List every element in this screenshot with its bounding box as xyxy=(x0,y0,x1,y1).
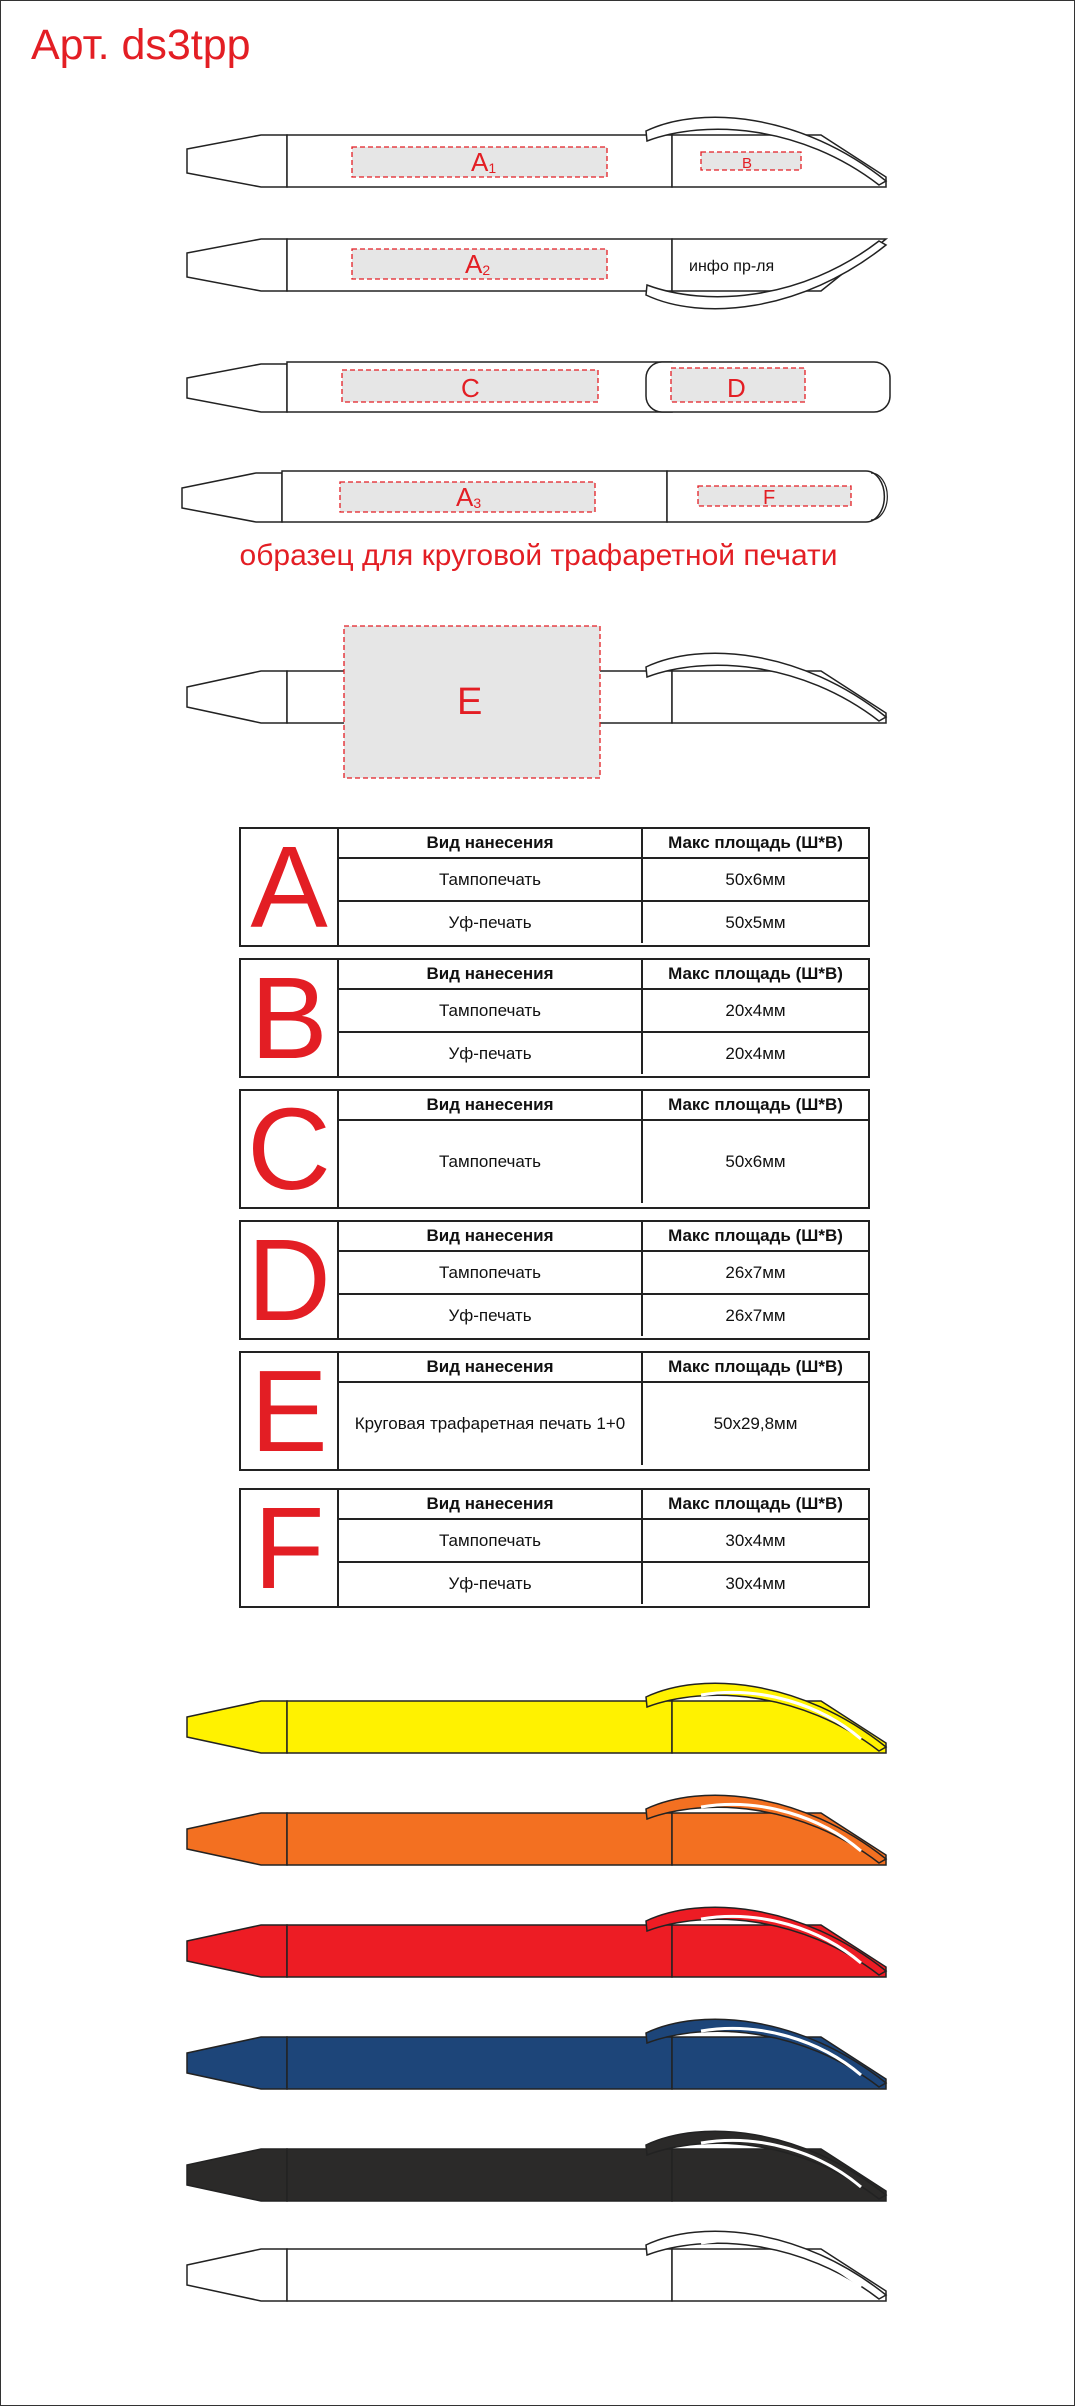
zone-label-f: F xyxy=(763,487,776,509)
cell-max-area: 50х29,8мм xyxy=(713,1414,798,1433)
table-row xyxy=(339,1520,868,1561)
table-row xyxy=(339,1121,868,1203)
pen-side-view xyxy=(187,362,890,412)
table-zone-letter: C xyxy=(241,1091,339,1207)
table-row xyxy=(339,990,868,1031)
header-max-area: Макс площадь (Ш*В) xyxy=(668,1095,843,1114)
table-header-row xyxy=(339,1353,868,1383)
table-header-row xyxy=(339,1222,868,1252)
print-table-c xyxy=(239,1084,870,1214)
pen-color-variant xyxy=(187,2019,886,2089)
pen-top-view-2 xyxy=(187,239,886,309)
zone-label-a1: A1 xyxy=(471,147,497,177)
pen-color-variant xyxy=(187,1795,886,1865)
table-row xyxy=(339,1031,868,1074)
cell-method: Тампопечать xyxy=(339,1121,643,1203)
table-row xyxy=(339,1383,868,1465)
circular-print-caption: образец для круговой трафаретной печати xyxy=(239,539,838,572)
table-zone-letter: A xyxy=(241,829,339,945)
cell-method: Уф-печать xyxy=(339,902,643,943)
zone-label-c: C xyxy=(461,373,480,403)
print-table-b xyxy=(239,953,870,1083)
pen-bottom-view xyxy=(182,471,887,522)
table-zone-letter: F xyxy=(241,1490,339,1606)
cell-max-area: 50х6мм xyxy=(725,1152,786,1171)
table-row xyxy=(339,1293,868,1336)
print-table-a xyxy=(239,822,870,952)
pen-circular-print-view xyxy=(187,626,886,778)
cell-method: Уф-печать xyxy=(339,1033,643,1074)
article-title: Арт. ds3tpp xyxy=(31,21,251,69)
header-max-area: Макс площадь (Ш*В) xyxy=(668,1357,843,1376)
header-max-area: Макс площадь (Ш*В) xyxy=(668,833,843,852)
cell-max-area: 30х4мм xyxy=(725,1573,786,1593)
pen-color-variant xyxy=(187,1683,886,1753)
print-table-d xyxy=(239,1215,870,1345)
pen-top-view-1 xyxy=(187,117,886,187)
print-table-e xyxy=(239,1346,870,1476)
cell-max-area: 30х4мм xyxy=(725,1530,786,1550)
cell-method: Тампопечать xyxy=(339,859,643,900)
cell-method: Тампопечать xyxy=(339,990,643,1031)
cell-max-area: 26х7мм xyxy=(725,1262,786,1282)
cell-method: Круговая трафаретная печать 1+0 xyxy=(339,1383,643,1465)
cell-method: Уф-печать xyxy=(339,1563,643,1604)
table-header-row xyxy=(339,1091,868,1121)
print-table-f xyxy=(239,1483,870,1613)
header-method: Вид нанесения xyxy=(339,960,643,988)
table-header-row xyxy=(339,1490,868,1520)
cell-max-area: 26х7мм xyxy=(725,1305,786,1325)
table-row xyxy=(339,1252,868,1293)
zone-label-b: B xyxy=(742,155,753,172)
header-method: Вид нанесения xyxy=(339,1490,643,1518)
zone-label-a2: A2 xyxy=(465,249,491,279)
header-max-area: Макс площадь (Ш*В) xyxy=(668,964,843,983)
header-method: Вид нанесения xyxy=(339,1091,643,1119)
cell-max-area: 50х6мм xyxy=(725,869,786,889)
zone-label-a3: A3 xyxy=(456,482,482,512)
zone-label-info: инфо пр-ля xyxy=(689,258,775,275)
header-method: Вид нанесения xyxy=(339,829,643,857)
cell-method: Тампопечать xyxy=(339,1252,643,1293)
table-row xyxy=(339,859,868,900)
cell-max-area: 50х5мм xyxy=(725,912,786,932)
header-method: Вид нанесения xyxy=(339,1353,643,1381)
table-header-row xyxy=(339,829,868,859)
table-row xyxy=(339,900,868,943)
table-row xyxy=(339,1561,868,1604)
cell-max-area: 20х4мм xyxy=(725,1043,786,1063)
header-method: Вид нанесения xyxy=(339,1222,643,1250)
header-max-area: Макс площадь (Ш*В) xyxy=(668,1494,843,1513)
cell-method: Уф-печать xyxy=(339,1295,643,1336)
zone-label-e: E xyxy=(457,681,483,723)
header-max-area: Макс площадь (Ш*В) xyxy=(668,1226,843,1245)
table-zone-letter: D xyxy=(241,1222,339,1338)
pen-color-variant xyxy=(187,2131,886,2201)
table-zone-letter: E xyxy=(241,1353,339,1469)
table-header-row xyxy=(339,960,868,990)
table-zone-letter: B xyxy=(241,960,339,1076)
pen-color-variant xyxy=(187,2231,886,2301)
cell-method: Тампопечать xyxy=(339,1520,643,1561)
cell-max-area: 20х4мм xyxy=(725,1000,786,1020)
pen-color-variants xyxy=(187,1683,886,2301)
zone-label-d: D xyxy=(727,373,746,403)
pen-color-variant xyxy=(187,1907,886,1977)
